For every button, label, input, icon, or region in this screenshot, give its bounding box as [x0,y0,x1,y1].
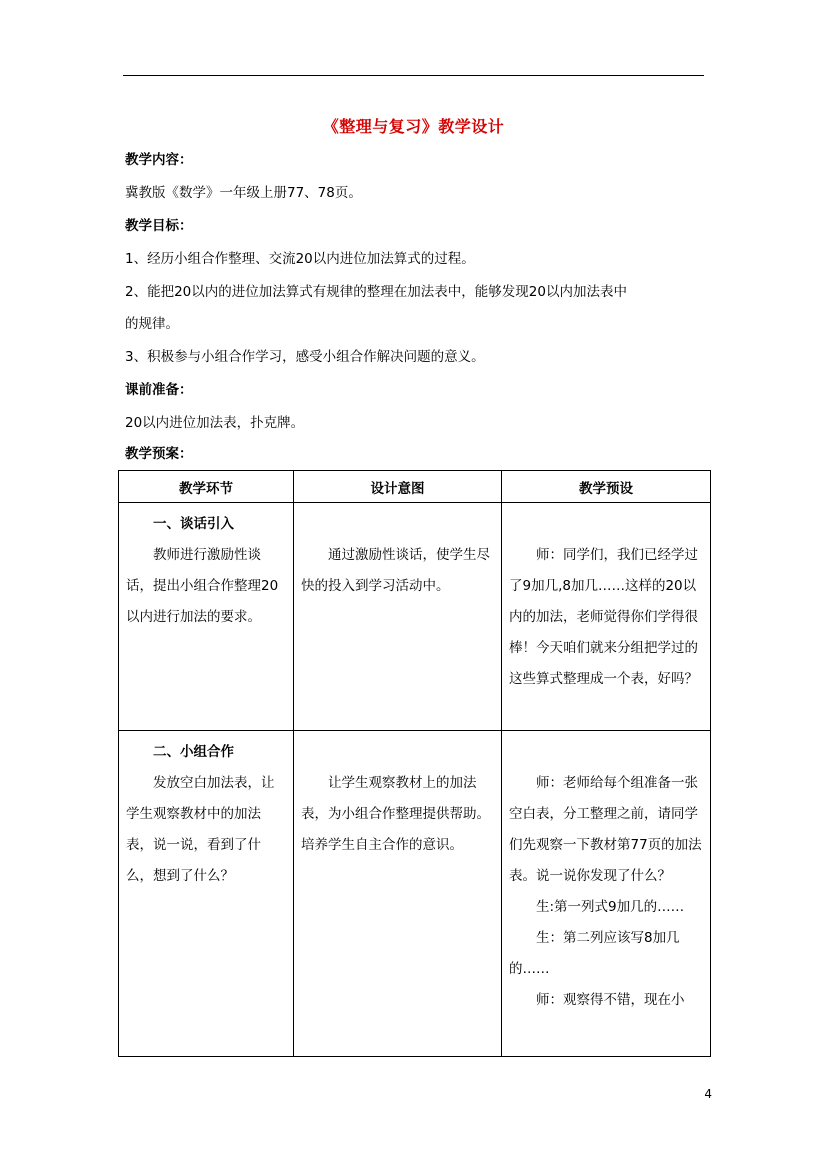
section-title: 一、谈话引入 [153,516,234,532]
page-number: 4 [704,1087,712,1101]
intent-text: 让学生观察教材上的加法表，为小组合作整理提供帮助。培养学生自主合作的意识。 [301,775,490,853]
plan-label: 教学预案： [125,446,193,462]
preset-text: 师：观察得不错，现在小 [536,992,685,1008]
stage-cell [119,731,294,1057]
stage-cell [119,503,294,731]
preset-text: 师：同学们，我们已经学过了9加几,8加几……这样的20以内的加法，老师觉得你们学得很棒！今天咱们就来分组把学过的这些算式整理成一个表，好吗？ [509,547,698,687]
section-title: 二、小组合作 [153,744,234,760]
preset-text: 生：第二列应该写8加几的…… [509,930,680,977]
stage-text: 发放空白加法表，让学生观察教材中的加法表，说一说，看到了什么，想到了什么？ [126,775,275,884]
stage-text: 教师进行激励性谈话，提出小组合作整理20以内进行加法的要求。 [126,547,279,625]
document-title: 《整理与复习》教学设计 [322,117,505,136]
goals-label: 教学目标： [125,218,193,234]
prep-text: 20以内进位加法表，扑克牌。 [125,415,305,431]
prep-label: 课前准备： [125,382,193,398]
table-row [119,731,711,1057]
intent-cell [294,731,502,1057]
goal-3: 3、积极参与小组合作学习，感受小组合作解决问题的意义。 [125,349,485,365]
table-row [119,503,711,731]
header-cell-preset: 教学预设 [502,471,711,503]
preset-cell [502,503,711,731]
preset-cell [502,731,711,1057]
header-rule [123,75,704,76]
goal-2: 2、能把20以内的进位加法算式有规律的整理在加法表中，能够发现20以内加法表中 [125,284,627,300]
goal-1: 1、经历小组合作整理、交流20以内进位加法算式的过程。 [125,251,475,267]
goal-2-continued: 的规律。 [125,316,179,332]
preset-text: 师：老师给每个组准备一张空白表，分工整理之前，请同学们先观察一下教材第77页的加法表。说一说你发现了什么？ [509,775,702,884]
lesson-plan-table [118,470,711,1057]
intent-text: 通过激励性谈话，使学生尽快的投入到学习活动中。 [301,547,490,594]
preset-text: 生:第一列式9加几的…… [536,899,685,915]
content-text: 冀教版《数学》一年级上册77、78页。 [125,185,362,201]
header-cell-intent: 设计意图 [294,471,502,503]
content-label: 教学内容： [125,152,193,168]
table-header-row [119,471,711,503]
header-cell-stage: 教学环节 [119,471,294,503]
intent-cell [294,503,502,731]
